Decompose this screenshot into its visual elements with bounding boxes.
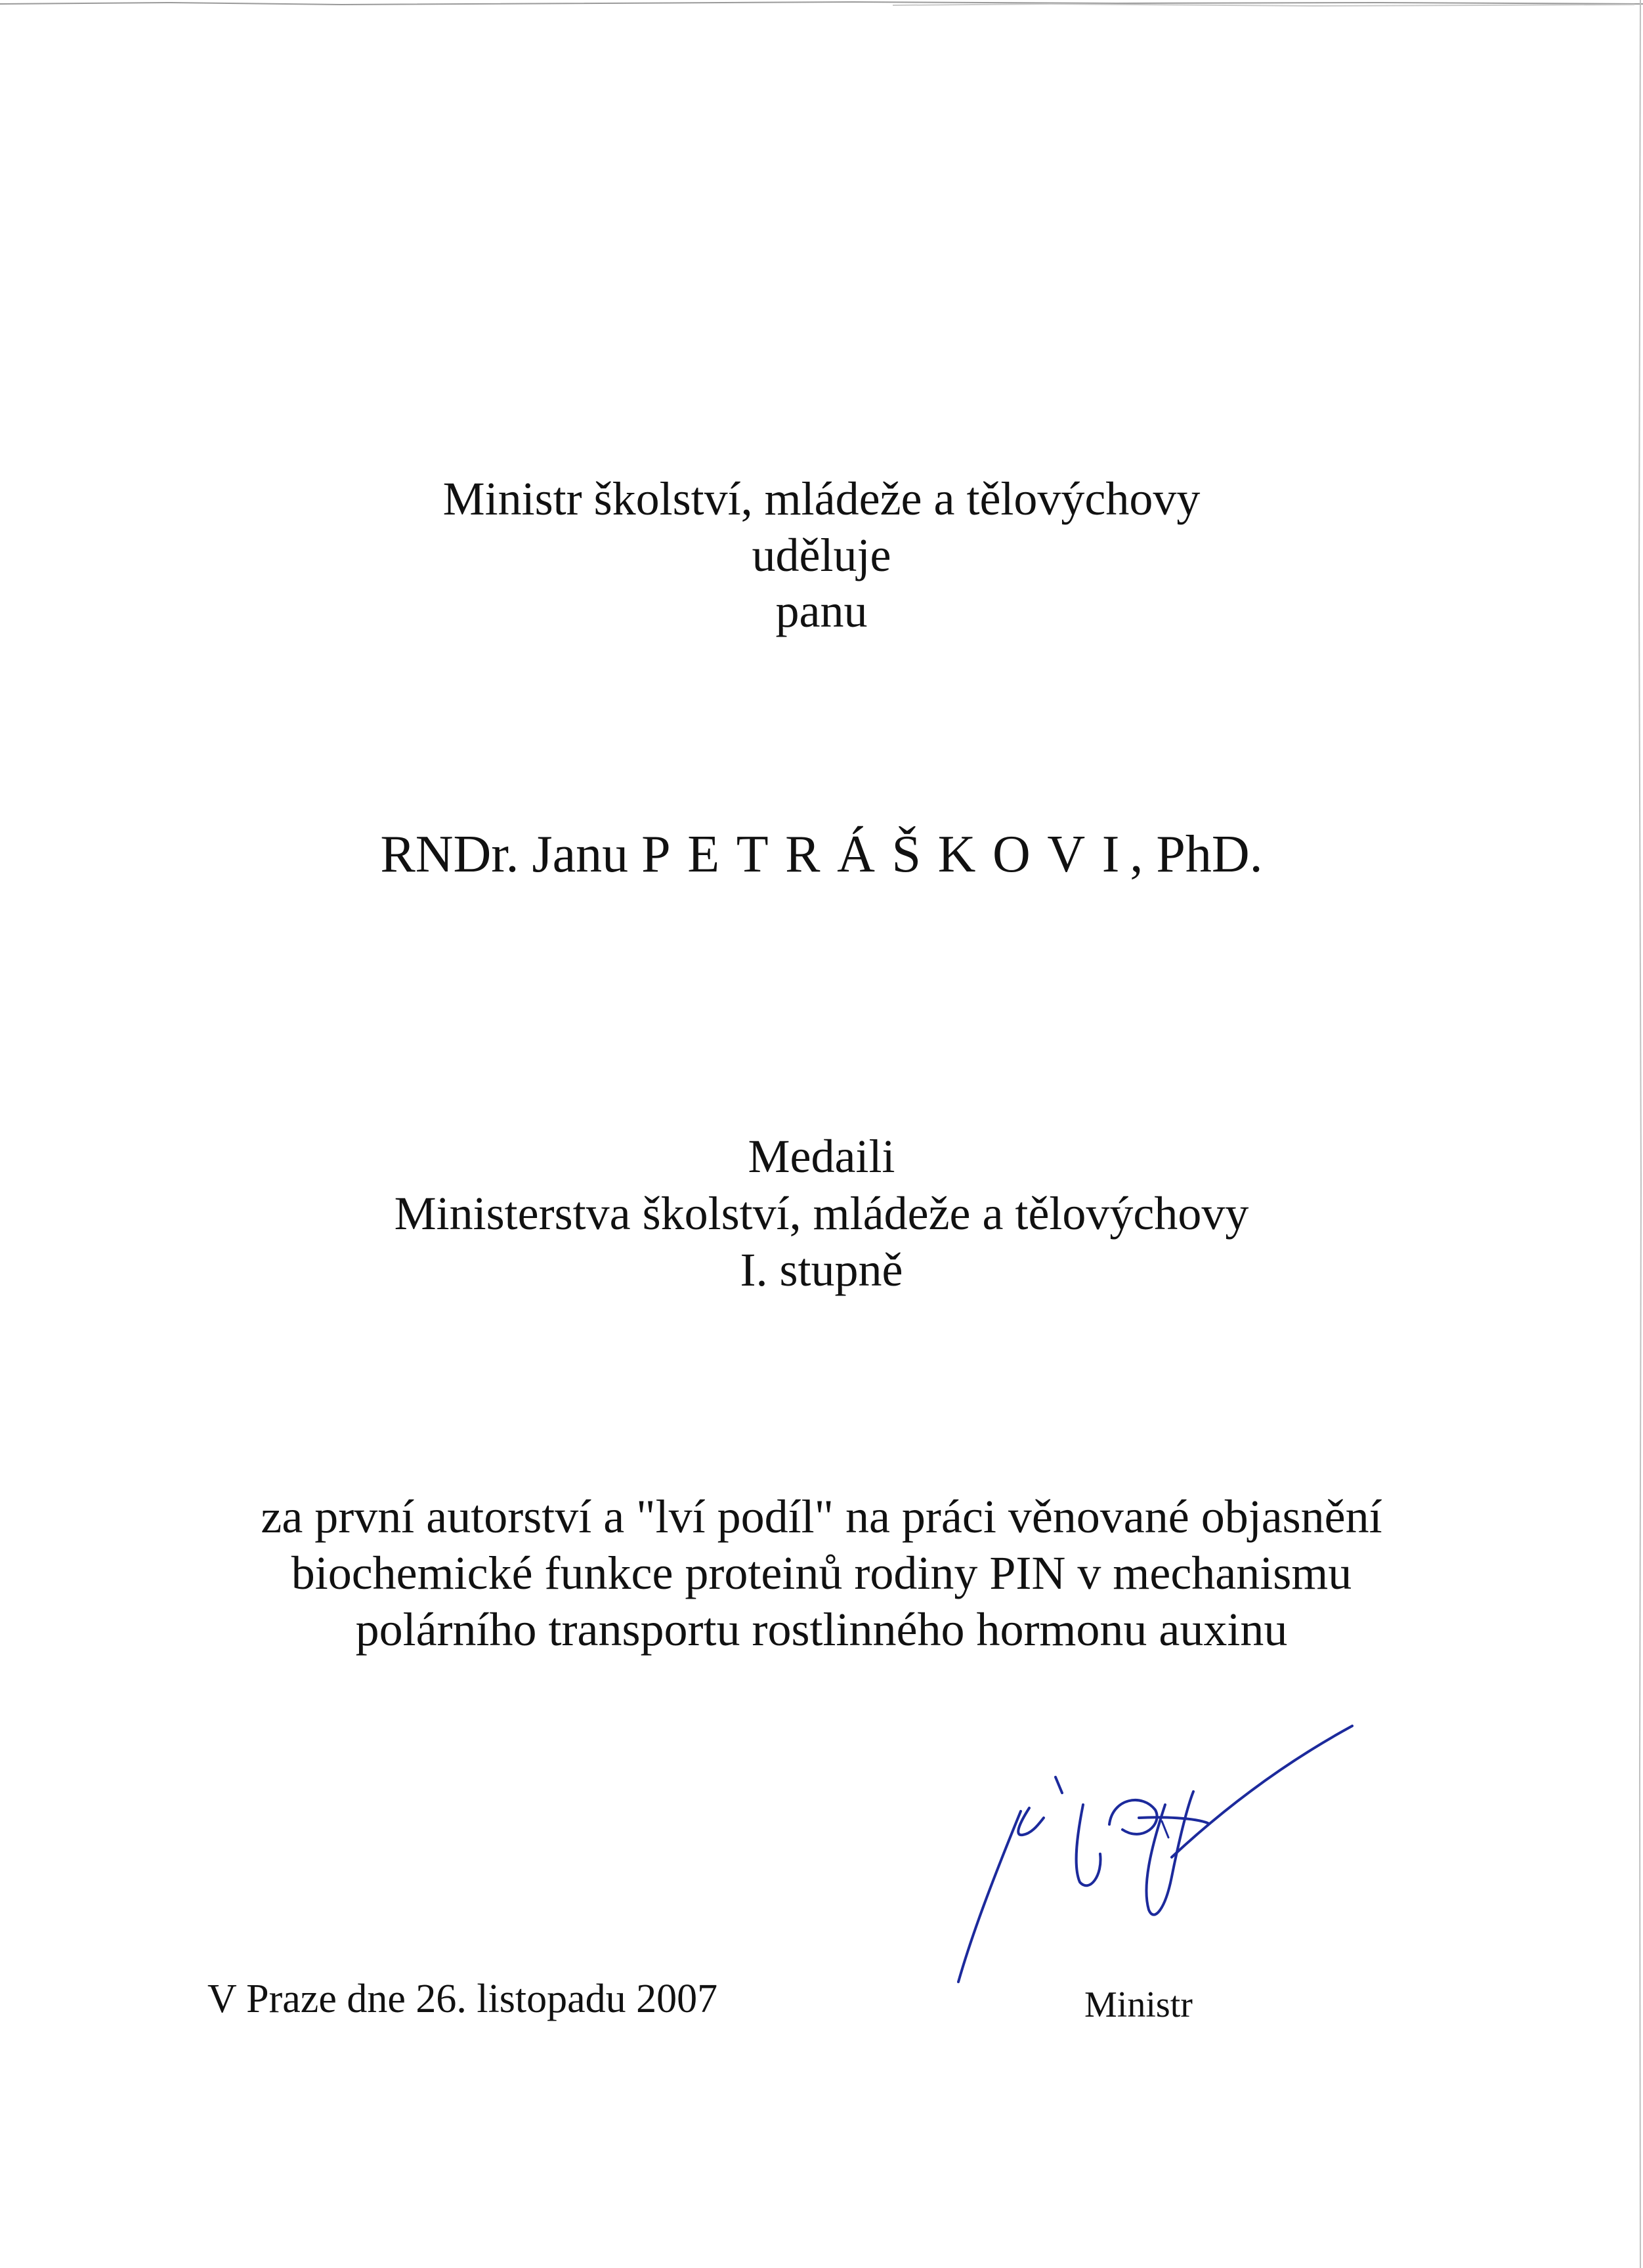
recipient-prefix: RNDr. Janu [380,826,629,883]
citation-line-3: polárního transportu rostlinného hormonu auxinu [355,1603,1288,1656]
minister-signature [945,1719,1392,1995]
recipient-suffix: , PhD. [1130,826,1263,883]
award-title: Medaili [748,1130,895,1183]
grants-line: uděluje [752,529,891,581]
recipient-name [0,828,1643,881]
citation-line-1: za první autorství a "lví podíl" na práci věnované objasnění [261,1490,1382,1543]
award-ministry: Ministerstva školství, mládeže a tělovýchovy [394,1187,1249,1240]
citation-line-2: biochemické funkce proteinů rodiny PIN v mechanismu [291,1547,1352,1599]
recipient-surname: PETRÁŠKOVI [641,826,1136,883]
issuer-line: Ministr školství, mládeže a tělovýchovy [442,472,1201,525]
place-and-date: V Praze dne 26. listopadu 2007 [207,1977,718,2021]
honorific-line: panu [775,585,868,637]
minister-label: Ministr [1084,1984,1193,2025]
award-grade: I. stupně [740,1244,903,1296]
scan-top-edge [0,0,1643,9]
